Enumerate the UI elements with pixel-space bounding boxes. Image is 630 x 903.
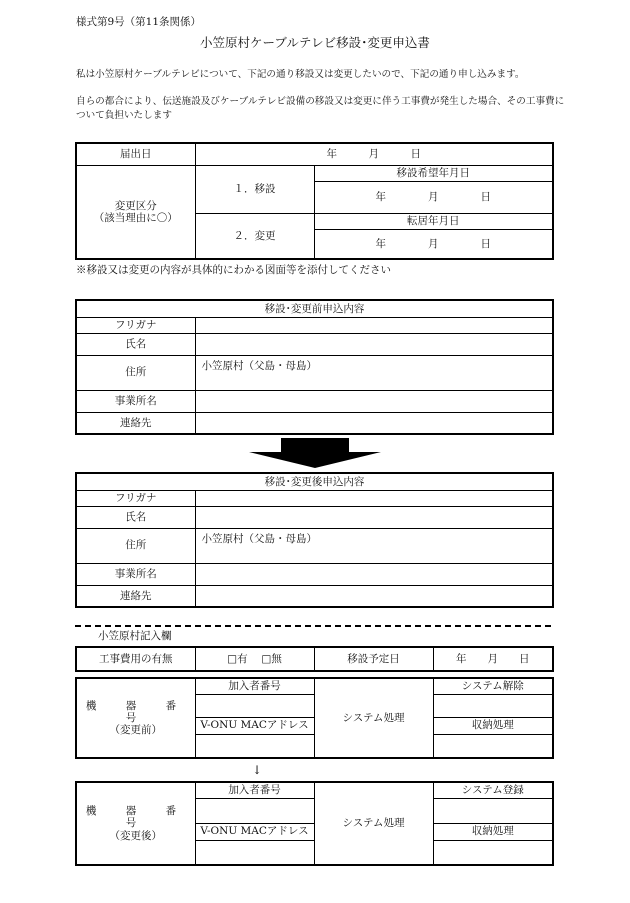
- system-cancel-field[interactable]: [433, 694, 553, 717]
- relocate-date-field[interactable]: 年 月 日: [314, 181, 553, 213]
- after-office-field[interactable]: [195, 563, 553, 585]
- system-processing-after: システム処理: [314, 782, 433, 865]
- request-table: [75, 142, 554, 260]
- option-relocate[interactable]: １．移設: [195, 165, 314, 213]
- form-id: 様式第9号（第11条関係）: [76, 16, 202, 28]
- before-furigana-label: フリガナ: [76, 317, 195, 333]
- payment-field-after[interactable]: [433, 840, 553, 865]
- intro-paragraph-1: 私は小笠原村ケーブルテレビについて、下記の通り移設又は変更したいので、下記の通り申し込みます。: [76, 69, 525, 80]
- change-category-hint: （該当理由に〇）: [93, 211, 178, 224]
- system-processing-before: システム処理: [314, 678, 433, 758]
- schedule-label: 移設予定日: [314, 647, 433, 671]
- before-address-label: 住所: [76, 355, 195, 390]
- before-heading: 移設･変更前申込内容: [76, 300, 553, 317]
- before-table: [75, 299, 554, 435]
- after-contact-label: 連絡先: [76, 585, 195, 607]
- change-date-label: 転居年月日: [314, 213, 553, 229]
- before-contact-field[interactable]: [195, 412, 553, 434]
- subscriber-no-label-after: 加入者番号: [195, 782, 314, 798]
- change-date-field[interactable]: 年 月 日: [314, 229, 553, 259]
- after-heading: 移設･変更後申込内容: [76, 473, 553, 490]
- before-name-label: 氏名: [76, 333, 195, 355]
- payment-label-after: 収納処理: [433, 823, 553, 840]
- system-register-field[interactable]: [433, 798, 553, 823]
- mac-field-after[interactable]: [195, 840, 314, 865]
- cost-yes-checkbox[interactable]: □有: [227, 652, 248, 665]
- subscriber-no-field-before[interactable]: [195, 694, 314, 717]
- system-register-label: システム登録: [433, 782, 553, 798]
- before-furigana-field[interactable]: [195, 317, 553, 333]
- after-name-label: 氏名: [76, 506, 195, 528]
- option-change[interactable]: ２．変更: [195, 213, 314, 259]
- schedule-field[interactable]: 年 月 日: [433, 647, 553, 671]
- device-after-table: [75, 781, 554, 866]
- before-contact-label: 連絡先: [76, 412, 195, 434]
- device-after-label: [76, 782, 206, 865]
- device-before-label: [76, 678, 206, 758]
- cost-label: 工事費用の有無: [76, 647, 195, 671]
- after-address-label: 住所: [76, 528, 195, 563]
- after-furigana-label: フリガナ: [76, 490, 195, 506]
- cost-options: [195, 647, 314, 671]
- mac-field-before[interactable]: [195, 734, 314, 758]
- submit-date-field[interactable]: 年 月 日: [195, 143, 553, 165]
- mac-label-after: V-ONU MACアドレス: [195, 823, 314, 840]
- device-before-sub: （変更前）: [109, 724, 162, 737]
- payment-label-before: 収納処理: [433, 717, 553, 734]
- after-contact-field[interactable]: [195, 585, 553, 607]
- system-cancel-label: システム解除: [433, 678, 553, 694]
- before-address-field[interactable]: 小笠原村（父島・母島）: [195, 355, 553, 390]
- before-office-label: 事業所名: [76, 390, 195, 412]
- after-address-field[interactable]: 小笠原村（父島・母島）: [195, 528, 553, 563]
- small-down-arrow: ↓: [252, 763, 263, 777]
- relocate-date-label: 移設希望年月日: [314, 165, 553, 181]
- change-category-title: 変更区分: [114, 199, 157, 212]
- submit-date-label: 届出日: [76, 143, 195, 165]
- cost-table: [75, 646, 554, 672]
- change-category-label: [76, 165, 195, 259]
- intro-paragraph-2: 自らの都合により、伝送施設及びケーブルテレビ設備の移設又は変更に伴う工事費が発生した場合、その工事費について負担いたします: [76, 96, 565, 121]
- cost-no-checkbox[interactable]: □無: [261, 652, 282, 665]
- subscriber-no-label-before: 加入者番号: [195, 678, 314, 694]
- after-furigana-field[interactable]: [195, 490, 553, 506]
- page-title: 小笠原村ケーブルテレビ移設･変更申込書: [200, 35, 430, 50]
- device-number-title: 機 器 番 号: [85, 699, 206, 724]
- attachment-note: ※移設又は変更の内容が具体的にわかる図面等を添付してください: [76, 264, 391, 276]
- down-arrow-icon: [249, 438, 381, 468]
- device-number-title-after: 機 器 番 号: [85, 805, 206, 830]
- village-section-label: 小笠原村記入欄: [98, 630, 172, 642]
- device-before-table: [75, 677, 554, 759]
- subscriber-no-field-after[interactable]: [195, 798, 314, 823]
- payment-field-before[interactable]: [433, 734, 553, 758]
- after-office-label: 事業所名: [76, 563, 195, 585]
- device-after-sub: （変更後）: [109, 829, 162, 842]
- dashed-separator: [75, 625, 551, 627]
- before-name-field[interactable]: [195, 333, 553, 355]
- after-name-field[interactable]: [195, 506, 553, 528]
- after-table: [75, 472, 554, 608]
- before-office-field[interactable]: [195, 390, 553, 412]
- mac-label-before: V-ONU MACアドレス: [195, 717, 314, 734]
